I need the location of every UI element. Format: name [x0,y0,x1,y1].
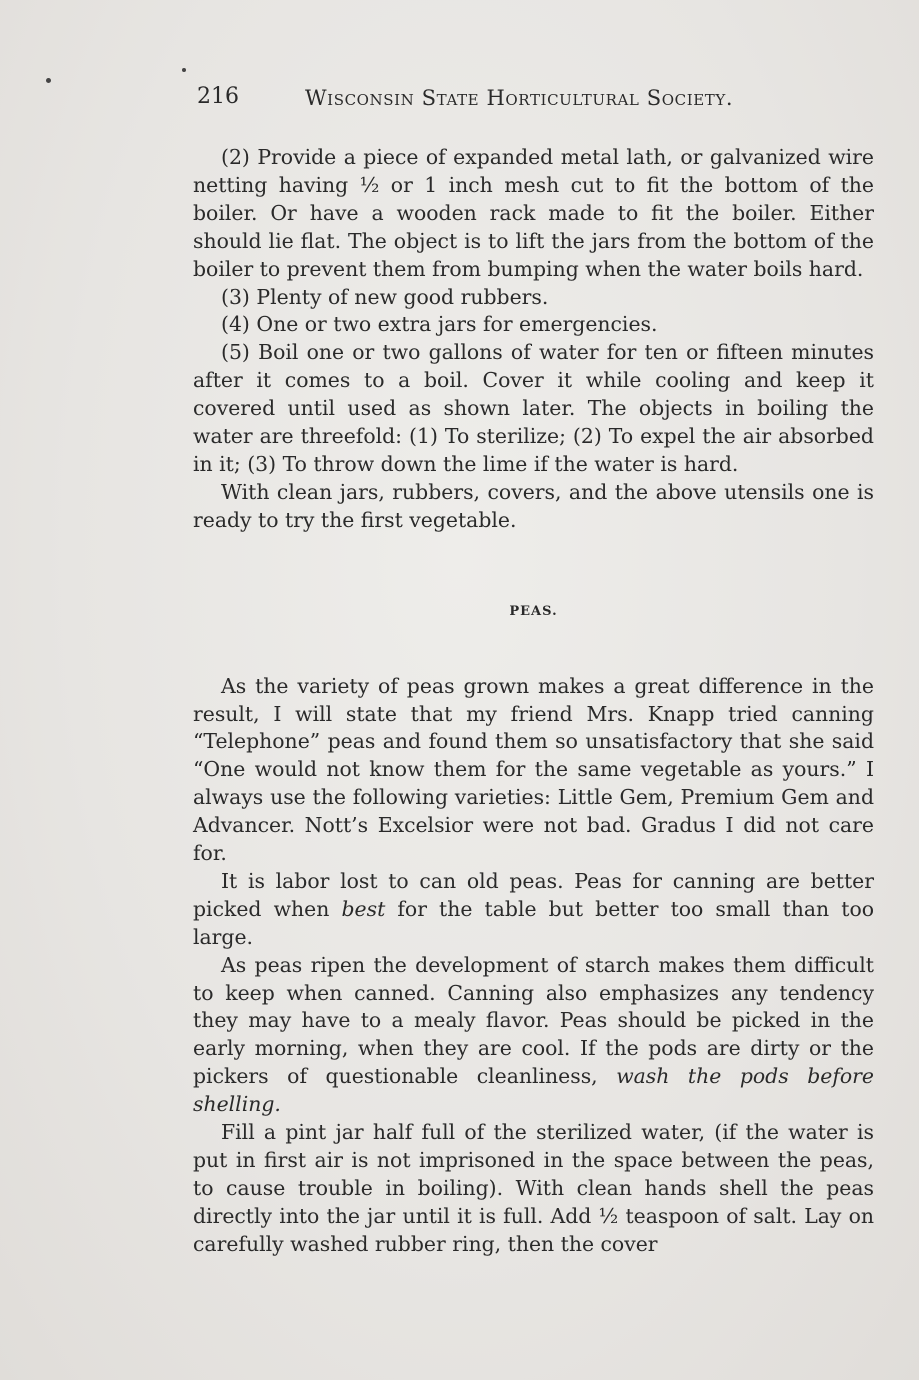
paragraph: As the variety of peas grown makes a great difference in the result, I will state that my friend Mrs. Knapp tried canning “Telephone” peas and found them so unsatisfactory that she said “One would not know them for the same vegetable as yours.” I always use the following varieties: Little Gem, Premium Gem and Advancer. Nott’s Excelsior were not bad. Gradus I did not care for. [193,673,874,866]
margin-dot [46,78,51,83]
paragraph [193,952,874,1119]
paragraph: Fill a pint jar half full of the sterilized water, (if the water is put in first air is not imprisoned in the space between the peas, to cause trouble in boiling). With clean hands shell the peas directly into the jar until it is full. Add ½ teaspoon of salt. Lay on carefully washed rubber ring, then the cover [193,1120,874,1256]
margin-dot [182,68,186,72]
body-text [193,144,874,1259]
paragraph-text: It is labor lost to can old peas. Peas for canning are better picked when [193,868,874,921]
page-number: 216 [197,84,239,109]
paragraph: (5) Boil one or two gallons of water for ten or fifteen minutes after it comes to a boil. Cover it while cooling and keep it covered until used as shown later. The objects in boiling the water are threefold: (1) To sterilize; (2) To expel the air absorbed in it; (3) To throw down the lime if the water is hard. [193,340,874,476]
page-header [197,84,773,116]
paragraph: (3) Plenty of new good rubbers. [221,284,549,309]
section-heading: PEAS. [509,603,558,619]
emphasis-text: wash the pods before shelling. [193,1064,874,1117]
paragraph [193,868,874,952]
running-title: Wisconsin State Horticultural Society. [305,86,734,110]
paragraph: With clean jars, rubbers, covers, and the above utensils one is ready to try the first vegetable. [193,479,874,532]
paragraph: (4) One or two extra jars for emergencies. [221,312,658,337]
paragraph: (2) Provide a piece of expanded metal lath, or galvanized wire netting having ½ or 1 inch mesh cut to fit the bottom of the boiler. Or have a wooden rack made to fit the boiler. Either should lie flat. The object is to lift the jars from the bottom of the boiler to prevent them from bumping when the water boils hard. [193,145,874,281]
emphasis-text: best [341,896,386,921]
paragraph-text: As peas ripen the development of starch makes them difficult to keep when canned. Canning also emphasizes any tendency they may have to a mealy flavor. Peas should be picked in the early morning, when they are cool. If the pods are dirty or the pickers of questionable cleanliness, [193,952,874,1089]
paragraph-text: for the table but better too small than too large. [193,896,875,949]
